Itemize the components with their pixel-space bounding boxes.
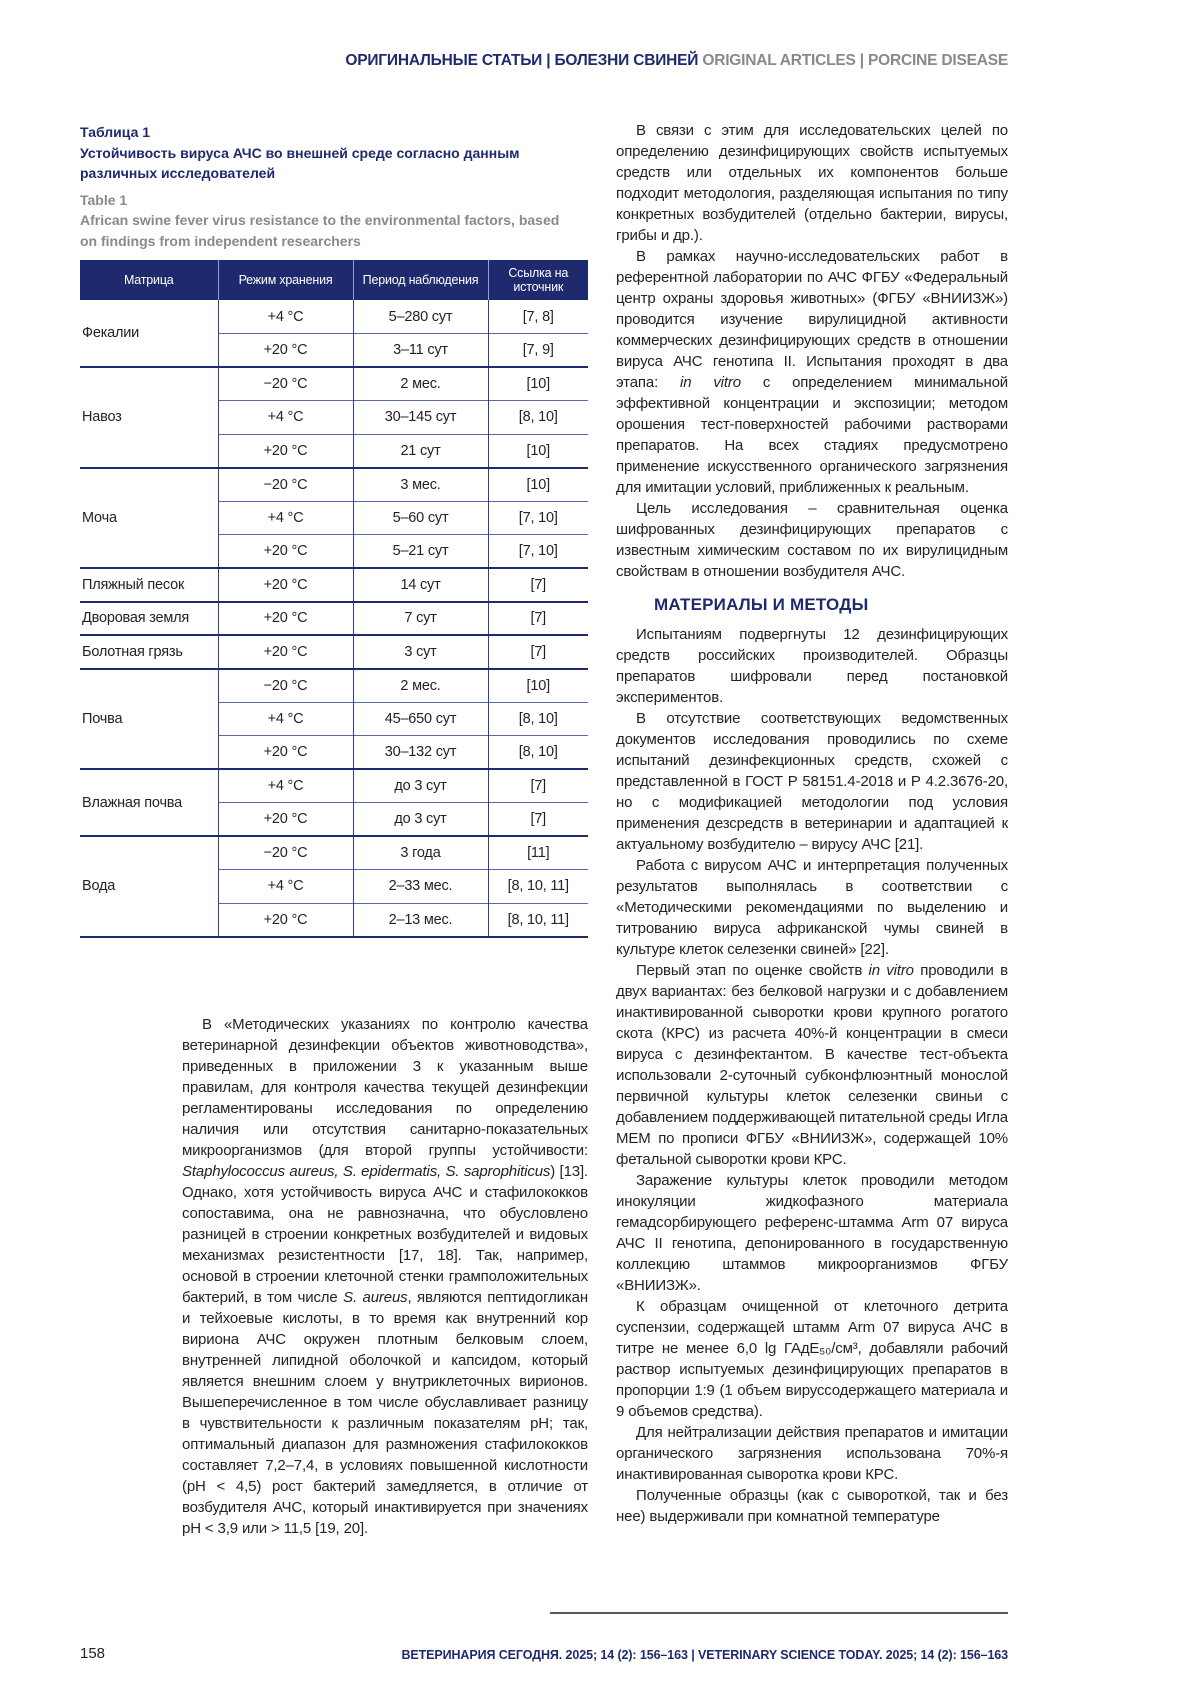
- paragraph: Работа с вирусом АЧС и интерпретация полученных результатов выполнялась в соответствии с «Методическими рекомендациями по выделению и титрованию вируса африканской чумы свиней в культуре клеток селезенки свиней» [22].: [616, 857, 1008, 958]
- paragraph: В связи с этим для исследовательских целей по определению дезинфицирующих свойств испытуемых средств или отдельных их компонентов больше подходит методология, разделяющая испытания по типу конкретных возбудителей (отдельно бактерии, вирусы, грибы и др.).: [616, 122, 1008, 244]
- temperature-cell: +4 °C: [218, 401, 353, 435]
- period-cell: 7 сут: [353, 602, 488, 636]
- period-cell: 30–145 сут: [353, 401, 488, 435]
- temperature-cell: +20 °C: [218, 535, 353, 569]
- period-cell: 21 сут: [353, 434, 488, 468]
- running-head: [80, 52, 1008, 70]
- paragraph: В рамках научно-исследовательских работ в референтной лаборатории по АЧС ФГБУ «Федеральный центр охраны здоровья животных» (ФГБУ «ВНИИЗЖ») проводится изучение вирулицидной активности коммерческих дезинфицирующих средств в отношении вируса АЧС генотипа II. Испытания проходят в два этапа: in vitro с определением минимальной эффективной концентрации и экспозиции; методом орошения тест-поверхностей рабочими растворами препаратов. На всех стадиях предусмотрено применение искусственного органического загрязнения для имитации условий, приближенных к реальным.: [616, 248, 1008, 496]
- temperature-cell: −20 °C: [218, 468, 353, 502]
- temperature-cell: +20 °C: [218, 334, 353, 368]
- reference-cell: [7, 9]: [488, 334, 588, 368]
- matrix-cell: Вода: [80, 836, 218, 937]
- table-block: [80, 122, 588, 938]
- period-cell: 3 мес.: [353, 468, 488, 502]
- matrix-cell: Почва: [80, 669, 218, 770]
- period-cell: 3 сут: [353, 635, 488, 669]
- table-head: [80, 260, 588, 300]
- reference-cell: [8, 10, 11]: [488, 903, 588, 937]
- reference-cell: [7, 10]: [488, 501, 588, 535]
- period-cell: 2–33 мес.: [353, 870, 488, 904]
- reference-cell: [10]: [488, 367, 588, 401]
- period-cell: 5–21 сут: [353, 535, 488, 569]
- page-number: 158: [80, 1645, 106, 1662]
- paragraph: К образцам очищенной от клеточного детрита суспензии, содержащей штамм Arm 07 вируса АЧС в титре не менее 6,0 lg ГАдЕ₅₀/см³, добавляли рабочий раствор испытуемых дезинфицирующих препаратов в пропорции 1:9 (1 объем вируссодержащего материала и 9 объемов средства).: [616, 1298, 1008, 1420]
- paragraph: Для нейтрализации действия препаратов и имитации органического загрязнения использована 70%-я инактивированная сыворотка крови КРС.: [616, 1424, 1008, 1483]
- paragraph: Полученные образцы (как с сывороткой, так и без нее) выдерживали при комнатной температуре: [616, 1487, 1008, 1525]
- temperature-cell: +20 °C: [218, 434, 353, 468]
- paragraph: Цель исследования – сравнительная оценка шифрованных дезинфицирующих препаратов с известным химическим составом по их вирулицидным свойствам в отношении возбудителя АЧС.: [616, 500, 1008, 580]
- temperature-cell: +4 °C: [218, 870, 353, 904]
- temperature-cell: +4 °C: [218, 702, 353, 736]
- table-row: [80, 635, 588, 669]
- temperature-cell: −20 °C: [218, 669, 353, 703]
- left-column-text: [182, 1014, 588, 1539]
- table-row: [80, 769, 588, 803]
- period-cell: 2 мес.: [353, 669, 488, 703]
- table-row: [80, 669, 588, 703]
- matrix-cell: Пляжный песок: [80, 568, 218, 602]
- reference-cell: [7, 8]: [488, 300, 588, 334]
- reference-cell: [8, 10]: [488, 736, 588, 770]
- table-body: [80, 300, 588, 937]
- matrix-cell: Болотная грязь: [80, 635, 218, 669]
- table-row: [80, 367, 588, 401]
- period-cell: 14 сут: [353, 568, 488, 602]
- period-cell: до 3 сут: [353, 769, 488, 803]
- reference-cell: [7]: [488, 602, 588, 636]
- paragraph: Первый этап по оценке свойств in vitro проводили в двух вариантах: без белковой нагрузки и с добавлением инактивированной сыворотки крови крупного рогатого скота (КРС) из расчета 40%-й концентрации в смеси вируса с дезинфектантом. В качестве тест-объекта использовали 2-суточный субконфлюэнтный монослой первичной культуры клеток селезенки свиньи с добавлением поддерживающей питательной среды Игла MEM по прописи ФГБУ «ВНИИЗЖ», содержащей 10% фетальной сыворотки крови КРС.: [616, 962, 1008, 1168]
- table-row: [80, 300, 588, 334]
- paragraph: В «Методических указаниях по контролю качества ветеринарной дезинфекции объектов животноводства», приведенных в приложении 3 к указанным выше правилам, для контроля качества текущей дезинфекции регламентированы исследования по определению наличия или отсутствия санитарно-показательных микроорганизмов (для второй группы устойчивости: Staphylococcus aureus, S. epidermatis, S. saprophiticus) [13]. Однако, хотя устойчивость вируса АЧС и стафилококков сопоставима, она не равнозначна, что обусловлено разницей в строении конкретных возбудителей и видовых механизмах резистентности [17, 18]. Так, например, основой в строении клеточной стенки грамположительных бактерий, в том числе S. aureus, являются пептидогликан и тейхоевые кислоты, в то время как внутренний кор вириона АЧС окружен плотным белковым слоем, внутренней липидной оболочкой и капсидом, который является внешним слоем у внутриклеточных вирионов. Вышеперечисленное в том числе обуславливает разницу в чувствительности к различным показателям pH; так, оптимальный диапазон для размножения стафилококков составляет 7,2–7,4, в условиях повышенной кислотности (pH < 4,5) рост бактерий замедляется, в отличие от возбудителя АЧС, который инактивируется при значениях pH < 3,9 или > 11,5 [19, 20].: [182, 1016, 588, 1537]
- table-caption-ru: Устойчивость вируса АЧС во внешней среде согласно данным различных исследователей: [80, 144, 520, 181]
- right-column-text: [616, 120, 1008, 1527]
- matrix-cell: Навоз: [80, 367, 218, 468]
- running-head-ru: ОРИГИНАЛЬНЫЕ СТАТЬИ | БОЛЕЗНИ СВИНЕЙ: [345, 52, 699, 69]
- matrix-cell: Моча: [80, 468, 218, 569]
- table-row: [80, 836, 588, 870]
- matrix-cell: Фекалии: [82, 325, 140, 341]
- reference-cell: [11]: [488, 836, 588, 870]
- table-row: [80, 468, 588, 502]
- period-cell: 5–60 сут: [353, 501, 488, 535]
- reference-cell: [10]: [488, 669, 588, 703]
- temperature-cell: −20 °C: [218, 836, 353, 870]
- temperature-cell: +4 °C: [218, 769, 353, 803]
- period-cell: 30–132 сут: [353, 736, 488, 770]
- period-cell: 2–13 мес.: [353, 903, 488, 937]
- period-cell: до 3 сут: [353, 803, 488, 837]
- matrix-cell: Влажная почва: [80, 769, 218, 836]
- footer-journal-line: ВЕТЕРИНАРИЯ СЕГОДНЯ. 2025; 14 (2): 156–163 | VETERINARY SCIENCE TODAY. 2025; 14 (2): 156–163: [401, 1648, 1008, 1662]
- temperature-cell: +4 °C: [218, 300, 353, 334]
- reference-cell: [8, 10]: [488, 702, 588, 736]
- table-caption-ru-label: Таблица 1: [80, 124, 151, 140]
- table-caption-en: African swine fever virus resistance to the environmental factors, based on findings from independent researchers: [80, 212, 560, 249]
- paragraph: Испытаниям подвергнуты 12 дезинфицирующих средств российских производителей. Образцы препаратов шифровали перед постановкой экспериментов.: [616, 626, 1008, 706]
- temperature-cell: +4 °C: [218, 501, 353, 535]
- running-head-en: ORIGINAL ARTICLES | PORCINE DISEASE: [702, 52, 1008, 69]
- table-row: [80, 602, 588, 636]
- temperature-cell: +20 °C: [218, 736, 353, 770]
- temperature-cell: +20 °C: [218, 602, 353, 636]
- reference-cell: [8, 10, 11]: [488, 870, 588, 904]
- period-cell: 5–280 сут: [353, 300, 488, 334]
- paragraph: Заражение культуры клеток проводили методом инокуляции жидкофазного материала гемадсорбирующего референс-штамма Arm 07 вируса АЧС II генотипа, депонированного в государственную коллекцию штаммов микроорганизмов ФГБУ «ВНИИЗЖ».: [616, 1172, 1008, 1294]
- reference-cell: [10]: [488, 434, 588, 468]
- resistance-table: [80, 260, 588, 938]
- paragraph: В отсутствие соответствующих ведомственных документов исследования проводились по схеме испытаний дезинфекционных средств, схожей с представленной в ГОСТ Р 58151.4-2018 и Р 4.2.3676-20, но с модификацией методологии под условия применения дезсредств в ветеринарии и адаптацией к актуальному возбудителю – вирусу АЧС [21].: [616, 710, 1008, 853]
- footer-rule: [550, 1612, 1008, 1614]
- reference-cell: [8, 10]: [488, 401, 588, 435]
- temperature-cell: +20 °C: [218, 803, 353, 837]
- reference-cell: [7]: [488, 803, 588, 837]
- period-cell: 3–11 сут: [353, 334, 488, 368]
- column-header: Матрица: [80, 260, 218, 300]
- temperature-cell: +20 °C: [218, 568, 353, 602]
- reference-cell: [7]: [488, 769, 588, 803]
- reference-cell: [10]: [488, 468, 588, 502]
- column-header: Период наблюдения: [353, 260, 488, 300]
- table-header-row: [80, 260, 588, 300]
- reference-cell: [7]: [488, 568, 588, 602]
- table-caption-block: [80, 122, 560, 251]
- temperature-cell: +20 °C: [218, 903, 353, 937]
- column-header: Ссылка на источник: [488, 260, 588, 300]
- period-cell: 45–650 сут: [353, 702, 488, 736]
- temperature-cell: +20 °C: [218, 635, 353, 669]
- table-row: [80, 568, 588, 602]
- temperature-cell: −20 °C: [218, 367, 353, 401]
- period-cell: 3 года: [353, 836, 488, 870]
- period-cell: 2 мес.: [353, 367, 488, 401]
- matrix-cell: Дворовая земля: [80, 602, 218, 636]
- column-header: Режим хранения: [218, 260, 353, 300]
- reference-cell: [7, 10]: [488, 535, 588, 569]
- reference-cell: [7]: [488, 635, 588, 669]
- section-heading: МАТЕРИАЛЫ И МЕТОДЫ: [654, 595, 869, 614]
- table-caption-en-label: Table 1: [80, 191, 128, 208]
